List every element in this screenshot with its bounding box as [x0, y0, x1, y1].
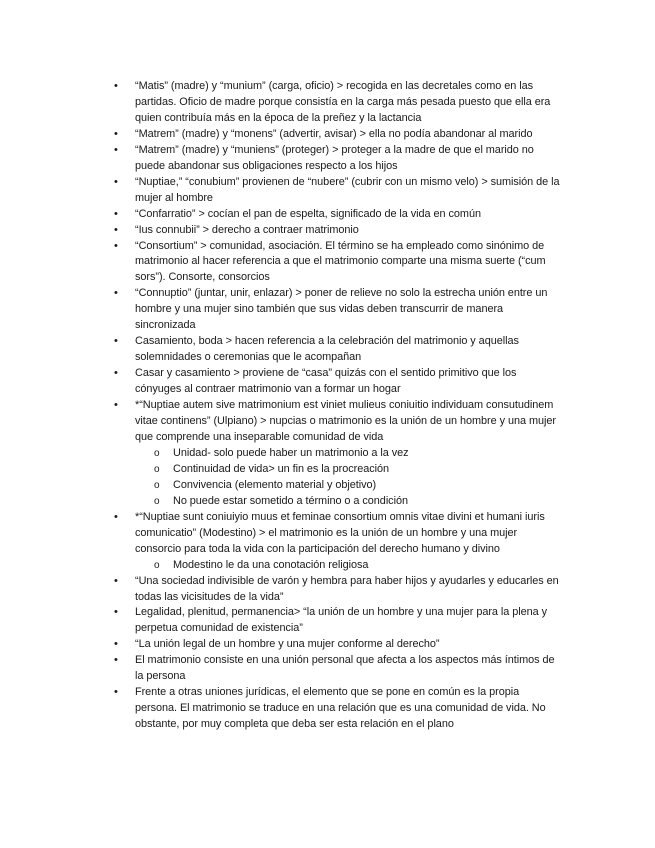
list-item-text: “Nuptiae,” “conubium” provienen de “nubere” (cubrir con un mismo velo) > sumisión de la mujer al hombre: [135, 175, 560, 204]
list-item: [114, 175, 564, 207]
list-item-text: Frente a otras uniones jurídicas, el elemento que se pone en común es la propia persona. El matrimonio se traduce en una relación que es una comunidad de vida. No obstante, por muy completa que deba ser esta relación en el plano: [135, 686, 546, 731]
list-item: [114, 574, 564, 606]
list-item: [114, 605, 564, 637]
list-item: [114, 207, 564, 223]
list-item-text: “Consortium” > comunidad, asociación. El término se ha empleado como sinónimo de matrimonio al hacer referencia a que el matrimonio comparte una misma suerte (“cum sors”). Consorte, consorcios: [135, 239, 546, 284]
list-item: [114, 79, 564, 127]
list-item-text: El matrimonio consiste en una unión personal que afecta a los aspectos más íntimos de la persona: [135, 654, 555, 683]
list-item-text: “Ius connubii” > derecho a contraer matrimonio: [135, 223, 359, 236]
list-item-text: Casar y casamiento > proviene de “casa” quizás con el sentido primitivo que los cónyuges al contraer matrimonio van a formar un hogar: [135, 367, 517, 396]
list-item: [114, 685, 564, 733]
sub-list-item: o Convivencia (elemento material y objetivo): [135, 478, 564, 494]
list-item: [114, 637, 564, 653]
list-item: [114, 653, 564, 685]
list-item: [114, 334, 564, 366]
sub-list-item: o Modestino le da una conotación religiosa: [135, 558, 564, 574]
list-item: [114, 127, 564, 143]
list-item: [114, 366, 564, 398]
sub-list: [135, 446, 564, 510]
list-item-text: Casamiento, boda > hacen referencia a la celebración del matrimonio y aquellas solemnidades o ceremonias que le acompañan: [135, 335, 519, 364]
list-item: [114, 286, 564, 334]
list-item: [114, 143, 564, 175]
list-item: [114, 398, 564, 510]
list-item-text: “Una sociedad indivisible de varón y hembra para haber hijos y ayudarles y educarles en todas las vicisitudes de la vida”: [135, 574, 559, 603]
list-item-text: “Matrem” (madre) y “monens” (advertir, avisar) > ella no podía abandonar al marido: [135, 127, 533, 140]
list-item-text: “Confarratio” > cocían el pan de espelta, significado de la vida en común: [135, 207, 481, 220]
list-item-text: “Matrem” (madre) y “muniens” (proteger) > proteger a la madre de que el marido no puede abandonar sus obligaciones respecto a los hijos: [135, 143, 534, 172]
sub-list-item: o Continuidad de vida> un fin es la procreación: [135, 462, 564, 478]
list-item-text: *“Nuptiae autem sive matrimonium est viniet mulieus coniuitio individuam consutudinem vitae continens” (Ulpiano) > nupcias o matrimonio es la unión de un hombre y una mujer que comprende una inseparable comunidad de vida: [135, 399, 556, 443]
list-item-text: *“Nuptiae sunt coniuiyio muus et feminae consortium omnis vitae divini et humani iuris comunicatio” (Modestino) > el matrimonio es la unión de un hombre y una mujer consorcio para toda la vida con la participación del derecho humano y divino: [135, 510, 545, 555]
list-item-text: “La unión legal de un hombre y una mujer conforme al derecho”: [135, 638, 440, 651]
list-item-text: “Matis” (madre) y “munium” (carga, oficio) > recogida en las decretales como en las partidas. Oficio de madre porque consistía en la carga más pesada puesto que ella era quien contribuía más en la época de la preñez y la lactancia: [135, 80, 551, 124]
list-item-text: Legalidad, plenitud, permanencia> “la unión de un hombre y una mujer para la plena y perpetua comunidad de existencia”: [135, 606, 548, 635]
sub-list-item: o No puede estar sometido a término o a condición: [135, 494, 564, 510]
bullet-list: [114, 79, 564, 733]
list-item: [114, 239, 564, 287]
list-item-text: “Connuptio” (juntar, unir, enlazar) > poner de relieve no solo la estrecha unión entre un hombre y una mujer sino también que sus vidas deben transcurrir de manera sincronizada: [135, 287, 548, 332]
list-item: [114, 223, 564, 239]
list-item: [114, 510, 564, 574]
sub-list: [135, 558, 564, 574]
sub-list-item: o Unidad- solo puede haber un matrimonio a la vez: [135, 446, 564, 462]
